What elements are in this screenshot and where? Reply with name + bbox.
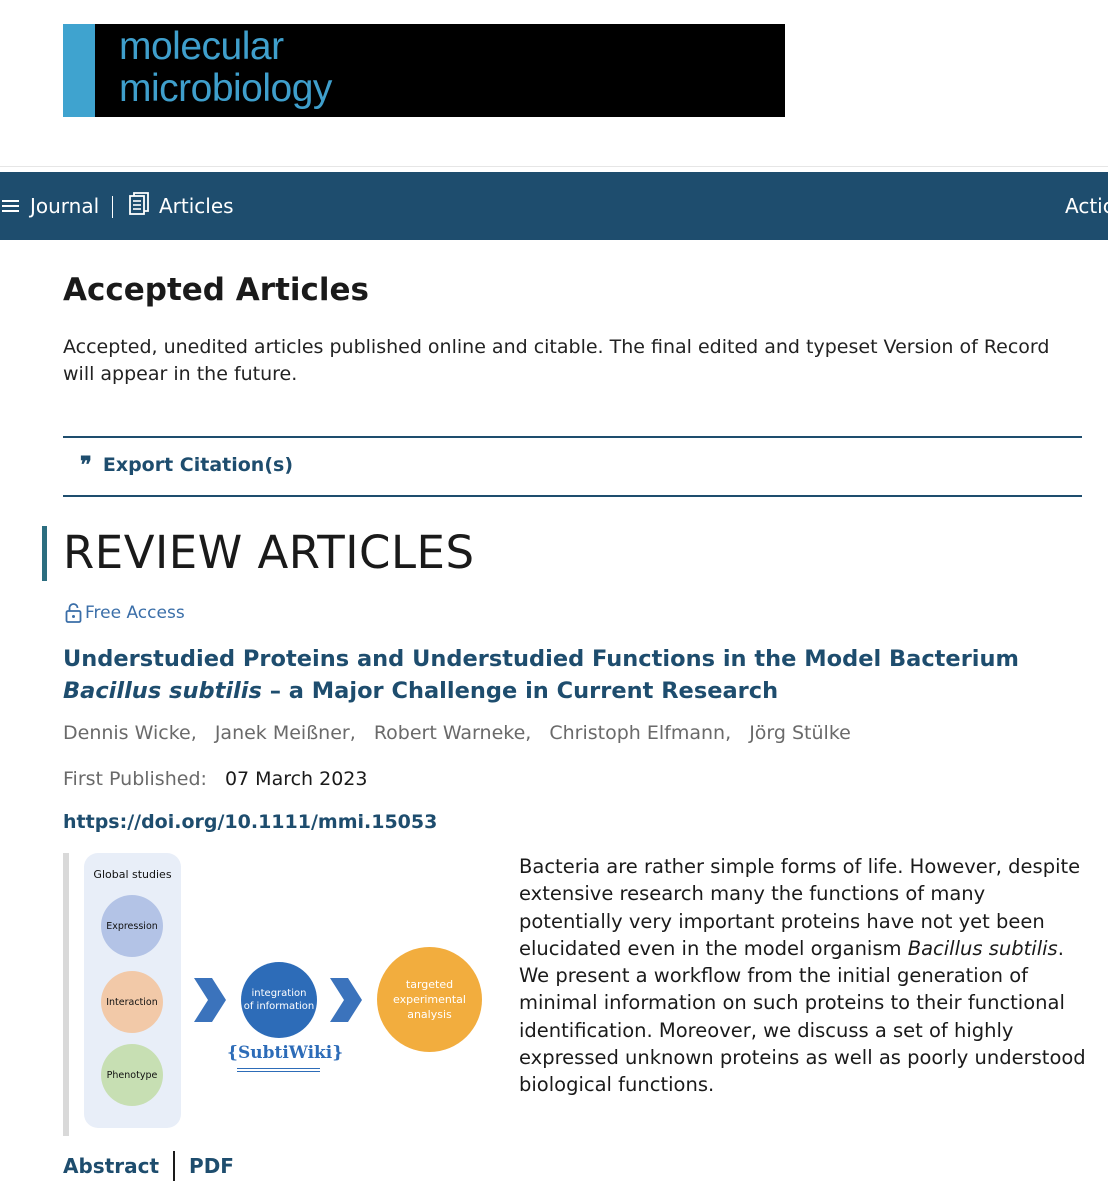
section-title: REVIEW ARTICLES (63, 526, 475, 579)
target-line-2: experimental (393, 993, 466, 1006)
logo-line-1: molecular (119, 25, 284, 68)
export-citation-button[interactable] (80, 452, 293, 478)
nav-actions-menu[interactable] (1065, 172, 1114, 240)
phenotype-circle: Phenotype (101, 1044, 163, 1106)
logo-text (119, 26, 332, 110)
doi-link[interactable]: https://doi.org/10.1111/mmi.15053 (63, 811, 438, 833)
interaction-circle: Interaction (101, 971, 163, 1033)
export-citation-label: Export Citation(s) (102, 454, 294, 476)
articles-icon (129, 192, 150, 221)
abstract-link[interactable]: Abstract (63, 1154, 160, 1178)
author-list (63, 722, 863, 744)
chevron-right-icon (194, 978, 226, 1022)
quote-icon: ❞ (80, 452, 90, 478)
logo-line-2: microbiology (119, 67, 332, 110)
nav-articles-menu[interactable] (129, 172, 234, 240)
author-name[interactable]: Christoph Elfmann, (549, 722, 732, 744)
article-title-part1: Understudied Proteins and Understudied Functions in the Model Bacterium (63, 646, 1019, 672)
nav-journal-menu[interactable] (2, 172, 99, 240)
article-title-link[interactable] (63, 643, 1083, 707)
integration-line-1: integration (251, 988, 307, 999)
integration-line-2: of information (243, 1001, 315, 1012)
free-access-label: Free Access (85, 603, 185, 623)
article-links (63, 1150, 234, 1182)
chevron-right-icon (330, 978, 362, 1022)
unlock-icon (65, 603, 82, 623)
integration-circle (241, 962, 317, 1038)
logo-stripe (63, 24, 95, 117)
export-rule-top (63, 436, 1082, 438)
link-separator (173, 1151, 175, 1181)
global-studies-title: Global studies (93, 868, 172, 881)
publication-date (63, 768, 367, 790)
abstract-species: Bacillus subtilis (907, 936, 1058, 960)
article-title-species: Bacillus subtilis (63, 678, 262, 704)
pdf-link[interactable]: PDF (189, 1154, 234, 1178)
author-name[interactable]: Jörg Stülke (749, 722, 851, 744)
subtiwiki-logo: {SubtiWiki} (227, 1043, 343, 1063)
hamburger-icon (2, 197, 19, 215)
expression-circle: Expression (101, 895, 163, 957)
page-description: Accepted, unedited articles published online and citable. The final edited and typeset Version of Record will appear in the future. (63, 336, 1050, 385)
author-name[interactable]: Dennis Wicke, (63, 722, 197, 744)
header-divider (0, 166, 1108, 167)
article-title-part2: – a Major Challenge in Current Research (261, 678, 779, 704)
graphical-abstract[interactable] (63, 853, 493, 1136)
graphical-abstract-border (63, 853, 69, 1136)
author-name[interactable]: Robert Warneke, (373, 722, 532, 744)
nav-articles-label: Articles (159, 194, 234, 218)
nav-actions-label: Actic (1065, 194, 1114, 218)
nav-separator (112, 196, 113, 218)
section-accent-bar (42, 526, 47, 581)
export-rule-bottom (63, 495, 1082, 497)
targeted-analysis-circle (377, 947, 482, 1052)
journal-logo[interactable] (63, 24, 785, 117)
page-title: Accepted Articles (63, 272, 369, 308)
target-line-3: analysis (407, 1008, 452, 1021)
published-date: 07 March 2023 (224, 768, 368, 790)
abstract-summary (519, 853, 1089, 1099)
subtiwiki-underline (237, 1068, 320, 1072)
free-access-badge (65, 603, 185, 623)
author-name[interactable]: Janek Meißner, (214, 722, 356, 744)
subtiwiki-text: SubtiWiki (237, 1043, 333, 1063)
abstract-part1: Bacteria are rather simple forms of life. However, despite extensive research many the functions of many potentially very important proteins have not yet been elucidated even in the model organism (519, 855, 1081, 960)
nav-journal-label: Journal (30, 194, 100, 218)
published-label: First Published: (63, 768, 207, 790)
abstract-part2: . We present a workflow from the initial generation of minimal information on such proteins to their functional identification. Moreover, we discuss a set of highly expressed unknown proteins as well as poorly understood biological functions. (519, 936, 1086, 1097)
target-line-1: targeted (405, 978, 454, 991)
journal-navbar (0, 172, 1114, 240)
